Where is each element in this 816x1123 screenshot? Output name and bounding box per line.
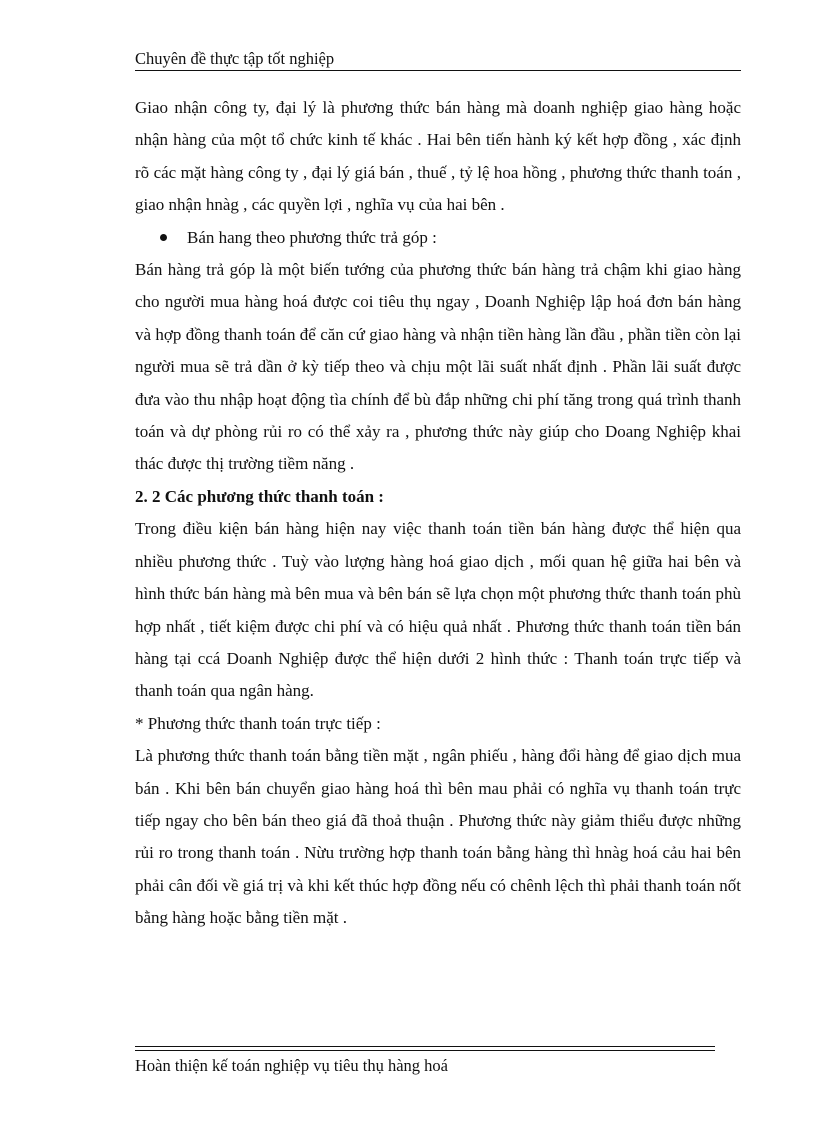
section-heading-payment-methods: 2. 2 Các phương thức thanh toán : xyxy=(135,486,384,506)
document-body xyxy=(135,92,741,935)
paragraph-installment-sales: Bán hàng trả góp là một biến tướng của phương thức bán hàng trả chậm khi giao hàng cho người mua hàng hoá được coi tiêu thụ ngay , Doanh Nghiệp lập hoá đơn bán hàng và hợp đồng thanh toán để căn cứ giao hàng và nhận tiền hàng lần đầu , phần tiền còn lại người mua sẽ trả dần ở kỳ tiếp theo và chịu một lãi suất nhất định . Phần lãi suất được đưa vào thu nhập hoạt động tìa chính để bù đắp những chi phí tăng trong quá trình thanh toán và dự phòng rủi ro có thể xảy ra , phương thức này giúp cho Doang Nghiệp khai thác được thị trường tiềm năng . xyxy=(135,260,741,474)
subheading-direct-payment: * Phương thức thanh toán trực tiếp : xyxy=(135,713,381,733)
header-rule xyxy=(135,70,741,71)
page-header-title: Chuyên đề thực tập tốt nghiệp xyxy=(135,49,335,68)
bullet-item-label: Bán hang theo phương thức trả góp : xyxy=(187,227,437,247)
bullet-dot-icon xyxy=(160,234,167,241)
paragraph-direct-payment: Là phương thức thanh toán bằng tiền mặt , ngân phiếu , hàng đổi hàng để giao dịch mua bán . Khi bên bán chuyển giao hàng hoá thì bên mau phải có nghĩa vụ thanh toán trực tiếp ngay cho bên bán theo giá đã thoả thuận . Phương thức này giảm thiểu được những rủi ro trong thanh toán . Nừu trường hợp thanh toán bằng hàng thì hnàg hoá cảu hai bên phải cân đối về giá trị và khi kết thúc hợp đồng nếu có chênh lệch thì phải thanh toán nốt bằng hàng hoặc bằng tiền mặt . xyxy=(135,746,741,928)
bullet-item-installment xyxy=(135,222,741,254)
paragraph-agency-sales: Giao nhận công ty, đại lý là phương thức bán hàng mà doanh nghiệp giao hàng hoặc nhận hàng của một tổ chức kinh tế khác . Hai bên tiến hành ký kết hợp đồng , xác định rõ các mặt hàng công ty , đại lý giá bán , thuế , tỷ lệ hoa hồng , phương thức thanh toán , giao nhận hnàg , các quyền lợi , nghĩa vụ của hai bên . xyxy=(135,98,741,215)
page-footer-title: Hoàn thiện kế toán nghiệp vụ tiêu thụ hàng hoá xyxy=(135,1056,448,1075)
footer-rule-thin xyxy=(135,1050,715,1051)
footer-rule-thick xyxy=(135,1046,715,1047)
paragraph-payment-methods: Trong điều kiện bán hàng hiện nay việc thanh toán tiền bán hàng được thể hiện qua nhiều phương thức . Tuỳ vào lượng hàng hoá giao dịch , mối quan hệ giữa hai bên và hình thức bán hàng mà bên mua và bên bán sẽ lựa chọn một phương thức thanh toán phù hợp nhất , tiết kiệm được chi phí và có hiệu quả nhất . Phương thức thanh toán tiền bán hàng tại ccá Doanh Nghiệp được thể hiện dưới 2 hình thức : Thanh toán trực tiếp và thanh toán qua ngân hàng. xyxy=(135,519,741,701)
